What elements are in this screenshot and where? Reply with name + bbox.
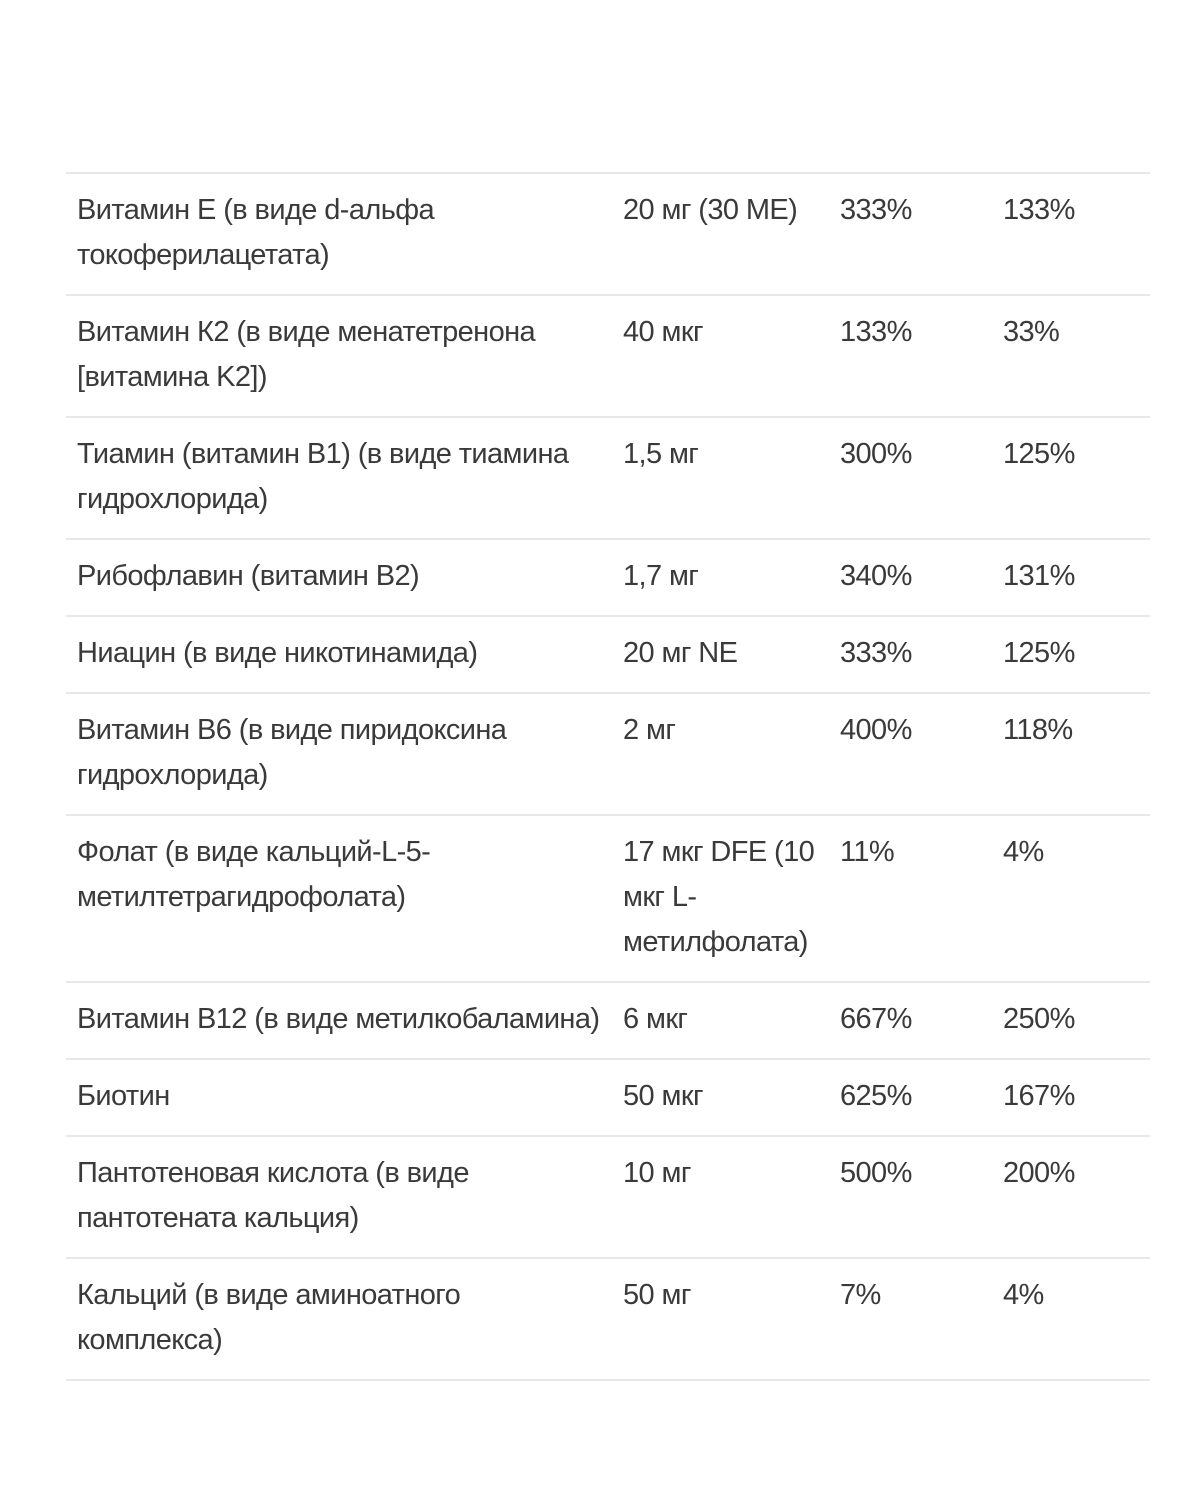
nutrient-name: Витамин B12 (в виде метилкобаламина) [66,982,611,1059]
nutrient-amount: 50 мкг [611,1059,828,1136]
nutrient-table [66,172,1150,1381]
table-row [66,173,1150,295]
nutrient-table-container [66,172,1150,1381]
table-row [66,815,1150,982]
nutrient-name: Тиамин (витамин B1) (в виде тиамина гидрохлорида) [66,417,611,539]
nutrient-name: Рибофлавин (витамин B2) [66,539,611,616]
table-row [66,1258,1150,1380]
daily-value-percent: 7% [828,1258,991,1380]
nutrient-amount: 40 мкг [611,295,828,417]
daily-value-percent: 333% [828,616,991,693]
daily-value-percent-alt: 118% [991,693,1150,815]
nutrient-name: Ниацин (в виде никотинамида) [66,616,611,693]
nutrient-amount: 50 мг [611,1258,828,1380]
daily-value-percent: 500% [828,1136,991,1258]
table-row [66,539,1150,616]
table-row [66,693,1150,815]
table-row [66,417,1150,539]
table-row [66,982,1150,1059]
nutrient-amount: 2 мг [611,693,828,815]
nutrient-amount: 17 мкг DFE (10 мкг L-метилфолата) [611,815,828,982]
table-row [66,295,1150,417]
nutrient-amount: 20 мг (30 МЕ) [611,173,828,295]
table-row [66,1059,1150,1136]
nutrient-name: Фолат (в виде кальций-L-5-метилтетрагидрофолата) [66,815,611,982]
daily-value-percent: 333% [828,173,991,295]
daily-value-percent-alt: 250% [991,982,1150,1059]
daily-value-percent-alt: 4% [991,815,1150,982]
nutrient-name: Биотин [66,1059,611,1136]
daily-value-percent-alt: 125% [991,417,1150,539]
daily-value-percent: 667% [828,982,991,1059]
nutrient-amount: 20 мг NE [611,616,828,693]
daily-value-percent: 300% [828,417,991,539]
daily-value-percent: 340% [828,539,991,616]
nutrient-name: Витамин B6 (в виде пиридоксина гидрохлорида) [66,693,611,815]
daily-value-percent-alt: 167% [991,1059,1150,1136]
daily-value-percent-alt: 133% [991,173,1150,295]
nutrient-amount: 1,7 мг [611,539,828,616]
daily-value-percent: 400% [828,693,991,815]
daily-value-percent-alt: 4% [991,1258,1150,1380]
daily-value-percent-alt: 125% [991,616,1150,693]
table-row [66,1136,1150,1258]
nutrient-amount: 10 мг [611,1136,828,1258]
table-row [66,616,1150,693]
nutrient-name: Кальций (в виде аминоатного комплекса) [66,1258,611,1380]
nutrient-amount: 1,5 мг [611,417,828,539]
nutrient-name: Витамин E (в виде d-альфа токоферилацетата) [66,173,611,295]
nutrient-name: Пантотеновая кислота (в виде пантотената кальция) [66,1136,611,1258]
nutrient-amount: 6 мкг [611,982,828,1059]
daily-value-percent-alt: 131% [991,539,1150,616]
daily-value-percent-alt: 33% [991,295,1150,417]
nutrient-name: Витамин К2 (в виде менатетренона [витамина K2]) [66,295,611,417]
daily-value-percent-alt: 200% [991,1136,1150,1258]
daily-value-percent: 11% [828,815,991,982]
daily-value-percent: 625% [828,1059,991,1136]
daily-value-percent: 133% [828,295,991,417]
